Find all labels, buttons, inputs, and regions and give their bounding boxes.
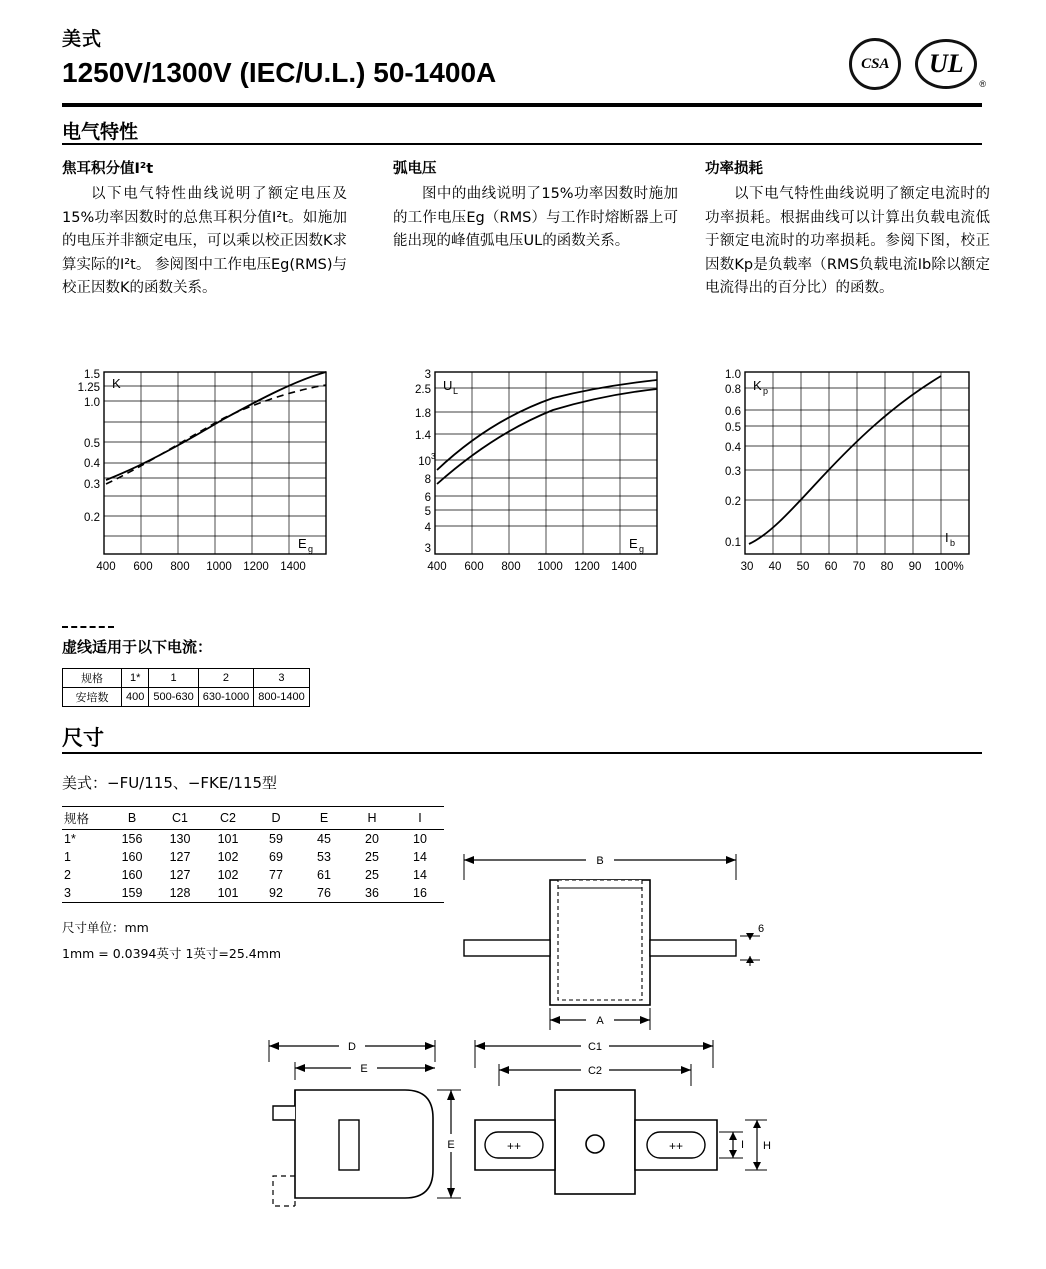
dim-th-2: C1 [156, 807, 204, 830]
table-row [62, 866, 444, 884]
label-A: A [596, 1015, 604, 1027]
dimensions-subtitle: 美式：−FU/115、−FKE/115型 [62, 774, 278, 792]
curr-td-0-0: 安培数 [63, 688, 122, 707]
chart3-ylabel: K [753, 378, 762, 393]
curr-td-0-3: 630-1000 [198, 688, 254, 707]
curr-td-0-4: 800-1400 [254, 688, 310, 707]
label-E-side: E [447, 1139, 455, 1151]
column-arc-voltage-heading: 弧电压 [393, 161, 437, 177]
drawing-side-view-svg [255, 1028, 465, 1243]
ul-mark-icon: UL [915, 39, 977, 89]
dim-td-2-1: 160 [121, 868, 143, 882]
dim-th-5: E [300, 807, 348, 830]
dim-td-0-1: 156 [121, 832, 143, 846]
chart3-ytick-6: 0.2 [725, 496, 741, 508]
dim-td-0-6: 20 [365, 832, 379, 846]
chart3-ytick-1: 0.8 [725, 384, 741, 396]
dim-th-4: D [252, 807, 300, 830]
svg-text:g: g [639, 544, 645, 554]
chart3-xtick-2: 50 [796, 561, 810, 573]
chart3-ytick-7: 0.1 [725, 537, 741, 549]
section-title-dimensions: 尺寸 [62, 726, 104, 750]
chart3-ytick-4: 0.4 [725, 442, 741, 454]
dim-td-1-5: 53 [317, 850, 331, 864]
chart1-xtick-0: 400 [96, 561, 116, 573]
table-row [63, 669, 310, 688]
dim-td-2-3: 102 [217, 868, 239, 882]
section-title-electrical: 电气特性 [62, 121, 139, 143]
dim-th-0: 规格 [62, 807, 108, 830]
chart3-ytick-2: 0.6 [725, 406, 741, 418]
dim-td-1-3: 102 [217, 850, 239, 864]
dim-td-3-6: 36 [348, 884, 396, 903]
dim-td-1-1: 160 [121, 850, 143, 864]
chart1-xtick-1: 600 [133, 561, 153, 573]
column-i2t [62, 158, 347, 301]
label-I: I [741, 1139, 745, 1151]
page-header [62, 24, 982, 89]
chart-k-factor-svg [62, 366, 347, 586]
curr-th-0: 规格 [63, 669, 122, 688]
chart2-ytick-5: 8 [424, 474, 431, 486]
dimensions-table [62, 806, 444, 903]
chart1-ytick-4: 0.4 [84, 458, 100, 470]
table-row [62, 830, 444, 849]
dim-td-0-3: 101 [217, 832, 239, 846]
dim-td-2-4: 77 [269, 868, 283, 882]
curr-th-2: 1 [149, 669, 198, 688]
unit-note-inch: 1mm = 0.0394英寸 1英寸=25.4mm [62, 946, 282, 961]
column-power-loss-heading: 功率损耗 [705, 161, 763, 177]
label-6: 6 [758, 923, 765, 935]
chart2-xtick-1: 600 [464, 561, 484, 573]
dashed-note-text: 虚线适用于以下电流： [62, 638, 213, 656]
dim-td-1-0: 1 [64, 850, 71, 864]
dim-td-2-0: 2 [64, 868, 71, 882]
chart2-xtick-3: 1000 [537, 561, 563, 573]
drawing-top-view-svg [455, 1028, 795, 1243]
chart-arc-voltage [393, 366, 678, 586]
dim-td-3-3: 101 [204, 884, 252, 903]
label-D: D [348, 1041, 356, 1053]
dim-td-1-7: 14 [413, 850, 427, 864]
chart3-xtick-0: 30 [740, 561, 754, 573]
dim-td-0-0: 1* [64, 832, 76, 846]
chart-kp-factor [705, 366, 990, 586]
chart2-ylabel: U [443, 378, 453, 393]
dashed-sample-line [62, 626, 114, 628]
chart2-ytick-3: 1.4 [415, 430, 431, 442]
chart1-ytick-5: 0.3 [84, 479, 100, 491]
chart2-xtick-4: 1200 [574, 561, 600, 573]
dim-td-1-6: 25 [365, 850, 379, 864]
certification-marks [849, 38, 986, 90]
column-arc-voltage-body: 图中的曲线说明了15%功率因数时施加的工作电压Eg（RMS）与工作时熔断器上可能出现的峰值弧电压UL的函数关系。 [393, 186, 678, 250]
chart3-xtick-6: 90 [908, 561, 922, 573]
dim-td-3-0: 3 [62, 884, 108, 903]
chart1-xtick-2: 800 [170, 561, 190, 573]
column-i2t-body: 以下电气特性曲线说明了额定电压及15%功率因数时的总焦耳积分值I²t。如施加的电压并非额定电压，可以乘以校正因数K求算实际的I²t。 参阅图中工作电压Eg(RMS)与校正因数K的函数关系。 [62, 186, 348, 297]
chart3-xlabel: I [945, 530, 949, 545]
chart-kp-factor-svg [705, 366, 990, 586]
dim-th-1: B [108, 807, 156, 830]
label-H: H [763, 1140, 771, 1152]
curr-th-3: 2 [198, 669, 254, 688]
chart3-xtick-4: 70 [852, 561, 866, 573]
chart1-ytick-2: 1.0 [84, 397, 100, 409]
chart1-ytick-6: 0.2 [84, 512, 100, 524]
chart2-ytick-4: 10 [418, 456, 431, 468]
curr-th-1: 1* [122, 669, 149, 688]
dim-th-6: H [348, 807, 396, 830]
table-row [62, 884, 444, 903]
unit-note-mm: 尺寸单位：mm [62, 920, 149, 935]
column-power-loss [705, 158, 990, 301]
chart2-ytick-exp: 3 [431, 452, 436, 461]
dim-td-1-4: 69 [269, 850, 283, 864]
chart2-ytick-8: 4 [424, 522, 431, 534]
chart1-xtick-3: 1000 [206, 561, 232, 573]
chart2-ytick-9: 3 [424, 543, 431, 555]
chart3-xtick-7: 100% [934, 561, 964, 573]
chart-k-factor [62, 366, 347, 586]
chart2-ytick-0: 3 [424, 369, 431, 381]
right-blade-slot-marks: ++ [668, 1139, 684, 1153]
dim-th-7: I [396, 807, 444, 830]
drawing-front-view-svg [440, 840, 1000, 1055]
chart1-ylabel: K [112, 376, 121, 391]
page-title: 1250V/1300V (IEC/U.L.) 50-1400A [62, 57, 497, 88]
chart1-ytick-3: 0.5 [84, 438, 100, 450]
chart3-ytick-3: 0.5 [725, 422, 741, 434]
column-power-loss-body: 以下电气特性曲线说明了额定电流时的功率损耗。根据曲线可以计算出负载电流低于额定电流时的功率损耗。参阅下图，校正因数Kp是负载率（RMS负载电流Ib除以额定电流得出的百分比）的函数。 [705, 186, 990, 297]
table-row [62, 807, 444, 830]
chart2-xtick-2: 800 [501, 561, 521, 573]
left-blade-slot-marks: ++ [506, 1139, 522, 1153]
label-E-top: E [360, 1063, 368, 1075]
header-subtitle: 美式 [62, 28, 103, 50]
chart1-ytick-0: 1.5 [84, 369, 100, 381]
curr-td-0-1: 400 [122, 688, 149, 707]
chart3-ytick-5: 0.3 [725, 466, 741, 478]
table-row [62, 848, 444, 866]
dim-td-3-5: 76 [300, 884, 348, 903]
dim-td-3-7: 16 [396, 884, 444, 903]
dim-td-2-7: 14 [413, 868, 427, 882]
curr-th-4: 3 [254, 669, 310, 688]
drawing-side-view [255, 1028, 465, 1248]
column-i2t-heading: 焦耳积分值I²t [62, 161, 154, 177]
chart-arc-voltage-svg [393, 366, 678, 586]
dim-td-0-7: 10 [413, 832, 427, 846]
section-rule-dimensions [62, 752, 982, 754]
chart2-ytick-7: 5 [424, 506, 431, 518]
svg-text:L: L [453, 386, 459, 396]
dim-td-1-2: 127 [169, 850, 191, 864]
dim-th-3: C2 [204, 807, 252, 830]
table-row [63, 688, 310, 707]
label-C2: C2 [587, 1065, 603, 1077]
svg-text:p: p [763, 386, 769, 396]
chart2-xtick-5: 1400 [611, 561, 637, 573]
svg-text:g: g [308, 544, 314, 554]
chart2-xtick-0: 400 [427, 561, 447, 573]
dim-td-0-5: 45 [317, 832, 331, 846]
dim-td-0-2: 130 [169, 832, 191, 846]
dim-td-3-2: 128 [156, 884, 204, 903]
dim-td-3-4: 92 [252, 884, 300, 903]
chart1-xlabel: E [298, 536, 307, 551]
chart2-ytick-1: 2.5 [415, 384, 431, 396]
csa-mark-icon: CSA [849, 38, 901, 90]
chart3-xtick-3: 60 [824, 561, 838, 573]
header-rule [62, 103, 982, 107]
chart1-xtick-4: 1200 [243, 561, 269, 573]
chart3-xtick-5: 80 [880, 561, 894, 573]
section-rule-electrical [62, 143, 982, 145]
column-arc-voltage [393, 158, 678, 254]
drawing-top-view [455, 1028, 795, 1248]
label-C1: C1 [587, 1041, 603, 1053]
dim-td-3-1: 159 [108, 884, 156, 903]
dim-td-2-6: 25 [365, 868, 379, 882]
chart1-xtick-5: 1400 [280, 561, 306, 573]
curr-td-0-2: 500-630 [149, 688, 198, 707]
dim-td-2-2: 127 [169, 868, 191, 882]
chart3-xtick-1: 40 [768, 561, 782, 573]
chart1-ytick-1: 1.25 [77, 382, 100, 394]
current-rating-table [62, 668, 310, 707]
label-B: B [596, 855, 604, 867]
svg-text:b: b [950, 538, 956, 548]
registered-mark-icon: ® [979, 79, 986, 89]
dim-td-2-5: 61 [317, 868, 331, 882]
chart2-ytick-6: 6 [424, 492, 431, 504]
chart3-ytick-0: 1.0 [725, 369, 741, 381]
chart2-xlabel: E [629, 536, 638, 551]
dim-td-0-4: 59 [269, 832, 283, 846]
chart2-ytick-2: 1.8 [415, 408, 431, 420]
drawing-front-view [440, 840, 1000, 1060]
